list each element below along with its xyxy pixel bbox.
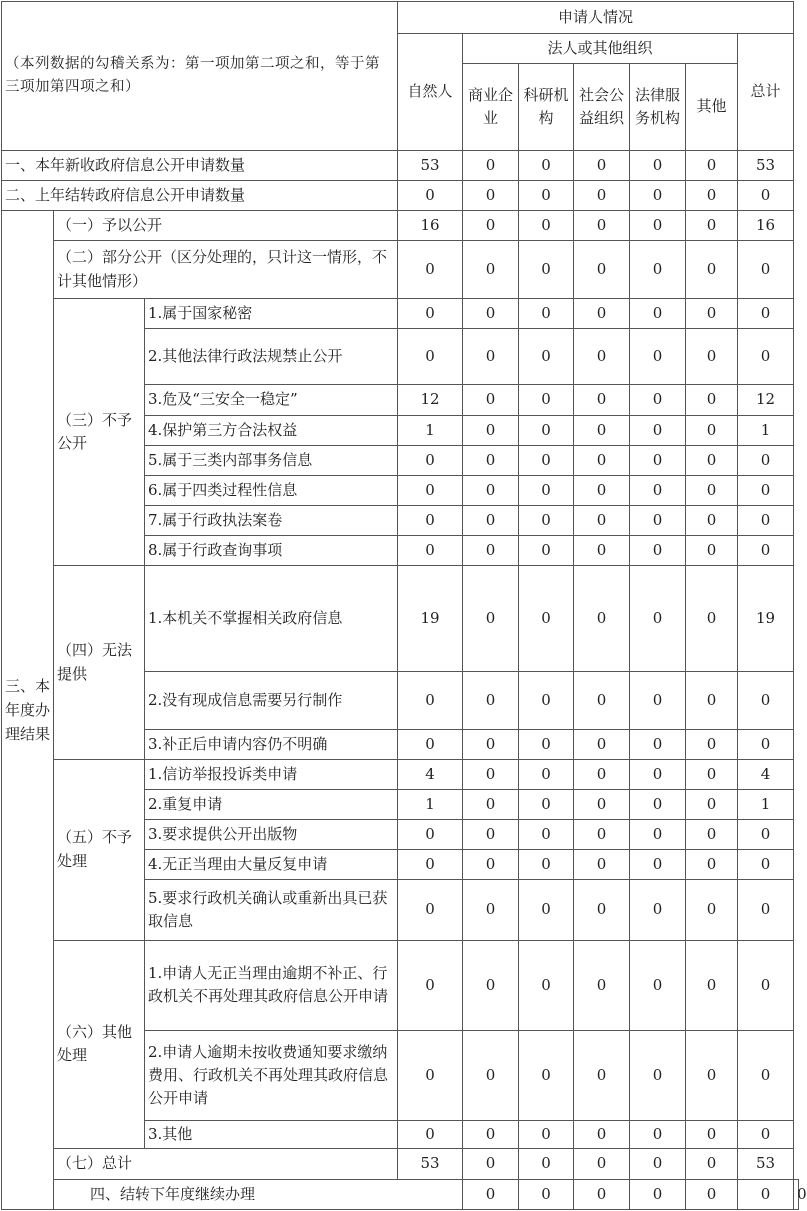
value-cell: 0 [574, 385, 630, 415]
natural-person-cell: 53 [398, 1149, 463, 1179]
natural-person-cell: 0 [398, 820, 463, 850]
value-cell: 0 [630, 415, 686, 445]
table-row [2, 940, 799, 1030]
group-label: （四）无法提供 [54, 566, 145, 760]
row-label: 一、本年新收政府信息公开申请数量 [2, 150, 398, 180]
value-cell: 0 [519, 940, 574, 1030]
value-cell: 0 [630, 536, 686, 566]
value-cell: 0 [630, 820, 686, 850]
value-cell: 0 [630, 880, 686, 940]
natural-person-cell: 1 [398, 790, 463, 820]
item-label: 3.补正后申请内容仍不明确 [145, 729, 398, 759]
natural-person-cell: 0 [398, 475, 463, 505]
item-label: 3.其他 [145, 1121, 398, 1149]
value-cell: 0 [686, 210, 738, 240]
value-cell: 0 [574, 415, 630, 445]
applicant-header: 申请人情况 [398, 2, 794, 34]
value-cell: 0 [630, 1030, 686, 1120]
total-cell: 0 [738, 850, 794, 880]
natural-person-cell: 4 [398, 759, 463, 789]
value-cell: 0 [463, 1149, 519, 1179]
value-cell: 0 [630, 759, 686, 789]
natural-person-header: 自然人 [398, 34, 463, 150]
value-cell: 0 [463, 880, 519, 940]
total-cell: 0 [738, 240, 794, 298]
table-row [2, 1149, 799, 1179]
total-cell: 4 [738, 759, 794, 789]
value-cell: 0 [686, 671, 738, 729]
value-cell: 0 [630, 729, 686, 759]
value-cell: 0 [686, 536, 738, 566]
value-cell: 0 [463, 536, 519, 566]
natural-person-cell: 0 [398, 1121, 463, 1149]
value-cell: 0 [574, 180, 630, 210]
natural-person-cell: 0 [398, 505, 463, 535]
value-cell: 0 [519, 790, 574, 820]
value-cell: 0 [463, 566, 519, 671]
total-cell: 0 [794, 1179, 799, 1210]
item-label: 1.属于国家秘密 [145, 299, 398, 329]
value-cell: 0 [519, 415, 574, 445]
total-cell: 0 [738, 880, 794, 940]
value-cell: 0 [686, 1030, 738, 1120]
value-cell: 0 [630, 1121, 686, 1149]
value-cell: 0 [463, 210, 519, 240]
value-cell: 0 [574, 210, 630, 240]
value-cell: 0 [686, 415, 738, 445]
natural-person-cell: 0 [398, 299, 463, 329]
value-cell: 0 [686, 566, 738, 671]
value-cell: 0 [630, 671, 686, 729]
value-cell: 0 [630, 1149, 686, 1179]
value-cell: 0 [519, 850, 574, 880]
item-label: 2.申请人逾期未按收费通知要求缴纳费用、行政机关不再处理其政府信息公开申请 [145, 1030, 398, 1120]
value-cell: 0 [519, 475, 574, 505]
value-cell: 0 [519, 385, 574, 415]
value-cell: 0 [463, 1030, 519, 1120]
value-cell: 0 [574, 475, 630, 505]
value-cell: 0 [686, 475, 738, 505]
natural-person-cell: 0 [398, 880, 463, 940]
value-cell: 0 [630, 210, 686, 240]
col-header: 商业企业 [463, 64, 519, 150]
value-cell: 0 [574, 1030, 630, 1120]
value-cell: 0 [463, 790, 519, 820]
total-cell: 0 [738, 180, 794, 210]
item-label: 2.其他法律行政法规禁止公开 [145, 329, 398, 385]
value-cell: 0 [519, 1030, 574, 1120]
col-header: 法律服务机构 [630, 64, 686, 150]
group-label: （三）不予公开 [54, 299, 145, 566]
value-cell: 0 [519, 566, 574, 671]
total-cell: 0 [738, 1121, 794, 1149]
item-label: 3.危及“三安全一稳定” [145, 385, 398, 415]
total-cell: 1 [738, 790, 794, 820]
value-cell: 0 [574, 150, 630, 180]
value-cell: 0 [630, 940, 686, 1030]
value-cell: 0 [630, 566, 686, 671]
value-cell: 0 [686, 505, 738, 535]
value-cell: 0 [463, 180, 519, 210]
value-cell: 0 [686, 329, 738, 385]
group-label: （六）其他处理 [54, 940, 145, 1149]
item-label: 4.无正当理由大量反复申请 [145, 850, 398, 880]
value-cell: 0 [463, 150, 519, 180]
total-cell: 0 [738, 445, 794, 475]
section-3-label: 三、本年度办理结果 [2, 210, 54, 1209]
table-row [2, 240, 799, 298]
value-cell: 0 [630, 790, 686, 820]
value-cell: 0 [463, 445, 519, 475]
value-cell: 0 [519, 820, 574, 850]
value-cell: 0 [686, 1121, 738, 1149]
value-cell: 0 [630, 299, 686, 329]
item-label: 3.要求提供公开出版物 [145, 820, 398, 850]
value-cell: 0 [519, 505, 574, 535]
value-cell: 0 [519, 671, 574, 729]
value-cell: 0 [686, 850, 738, 880]
natural-person-cell: 0 [398, 729, 463, 759]
value-cell: 0 [519, 150, 574, 180]
value-cell: 0 [463, 385, 519, 415]
natural-person-cell: 0 [398, 536, 463, 566]
item-label: 1.申请人无正当理由逾期不补正、行政机关不再处理其政府信息公开申请 [145, 940, 398, 1030]
value-cell: 0 [519, 536, 574, 566]
col-header: 科研机构 [519, 64, 574, 150]
value-cell: 0 [519, 210, 574, 240]
natural-person-cell: 0 [398, 240, 463, 298]
table-row [2, 180, 799, 210]
value-cell: 0 [574, 1121, 630, 1149]
table-row [2, 210, 799, 240]
natural-person-cell: 0 [398, 671, 463, 729]
value-cell: 0 [574, 790, 630, 820]
table-row [2, 150, 799, 180]
total-header: 总计 [738, 34, 794, 150]
total-cell: 19 [738, 566, 794, 671]
total-cell: 0 [738, 1030, 794, 1120]
value-cell: 0 [519, 759, 574, 789]
natural-person-cell: 0 [398, 1030, 463, 1120]
value-cell: 0 [686, 240, 738, 298]
natural-person-cell: 0 [398, 850, 463, 880]
value-cell: 0 [686, 1179, 738, 1210]
value-cell: 0 [574, 850, 630, 880]
value-cell: 0 [574, 329, 630, 385]
value-cell: 0 [519, 299, 574, 329]
natural-person-cell: 53 [398, 150, 463, 180]
value-cell: 0 [574, 1179, 630, 1210]
value-cell: 0 [463, 299, 519, 329]
value-cell: 0 [686, 820, 738, 850]
value-cell: 0 [630, 850, 686, 880]
natural-person-cell: 12 [398, 385, 463, 415]
value-cell: 0 [519, 880, 574, 940]
value-cell: 0 [630, 240, 686, 298]
value-cell: 0 [463, 671, 519, 729]
value-cell: 0 [574, 729, 630, 759]
value-cell: 0 [686, 940, 738, 1030]
value-cell: 0 [574, 445, 630, 475]
value-cell: 0 [574, 299, 630, 329]
value-cell: 0 [574, 759, 630, 789]
value-cell: 0 [630, 445, 686, 475]
natural-person-cell: 0 [398, 445, 463, 475]
value-cell: 0 [463, 240, 519, 298]
value-cell: 0 [519, 180, 574, 210]
value-cell: 0 [574, 505, 630, 535]
natural-person-cell: 0 [398, 940, 463, 1030]
item-label: 4.保护第三方合法权益 [145, 415, 398, 445]
natural-person-cell: 0 [398, 180, 463, 210]
row-label: 四、结转下年度继续办理 [54, 1179, 463, 1210]
item-label: 1.信访举报投诉类申请 [145, 759, 398, 789]
value-cell: 0 [686, 1149, 738, 1179]
value-cell: 0 [574, 1149, 630, 1179]
value-cell: 0 [574, 940, 630, 1030]
natural-person-cell: 16 [398, 210, 463, 240]
info-disclosure-table [1, 1, 807, 1210]
value-cell: 0 [630, 1179, 686, 1210]
item-label: 6.属于四类过程性信息 [145, 475, 398, 505]
value-cell: 0 [519, 729, 574, 759]
value-cell: 0 [463, 505, 519, 535]
value-cell: 0 [519, 1149, 574, 1179]
value-cell: 0 [574, 536, 630, 566]
natural-person-cell: 1 [398, 415, 463, 445]
value-cell: 0 [738, 1179, 794, 1210]
col-header: 社会公益组织 [574, 64, 630, 150]
total-cell: 53 [738, 150, 794, 180]
value-cell: 0 [463, 1121, 519, 1149]
table-row [2, 299, 799, 329]
value-cell: 0 [463, 475, 519, 505]
table-note: （本列数据的勾稽关系为：第一项加第二项之和，等于第三项加第四项之和） [2, 2, 398, 151]
total-cell: 12 [738, 385, 794, 415]
value-cell: 0 [574, 566, 630, 671]
natural-person-cell: 0 [398, 329, 463, 385]
value-cell: 0 [574, 880, 630, 940]
value-cell: 0 [519, 445, 574, 475]
value-cell: 0 [463, 759, 519, 789]
group-label: （一）予以公开 [54, 210, 398, 240]
value-cell: 0 [686, 790, 738, 820]
total-cell: 0 [738, 729, 794, 759]
value-cell: 0 [519, 1121, 574, 1149]
value-cell: 0 [463, 729, 519, 759]
value-cell: 0 [686, 299, 738, 329]
total-cell: 0 [738, 505, 794, 535]
value-cell: 0 [463, 820, 519, 850]
natural-person-cell: 19 [398, 566, 463, 671]
group-label: （二）部分公开（区分处理的，只计这一情形，不计其他情形） [54, 240, 398, 298]
total-cell: 0 [738, 820, 794, 850]
total-cell: 16 [738, 210, 794, 240]
table-row [2, 1179, 799, 1210]
value-cell: 0 [630, 475, 686, 505]
total-cell: 1 [738, 415, 794, 445]
total-cell: 0 [738, 475, 794, 505]
value-cell: 0 [630, 150, 686, 180]
col-header: 其他 [686, 64, 738, 150]
item-label: 1.本机关不掌握相关政府信息 [145, 566, 398, 671]
row-label: 二、上年结转政府信息公开申请数量 [2, 180, 398, 210]
value-cell: 0 [630, 385, 686, 415]
value-cell: 0 [686, 729, 738, 759]
value-cell: 0 [630, 329, 686, 385]
natural-person-cell: 0 [463, 1179, 519, 1210]
item-label: 7.属于行政执法案卷 [145, 505, 398, 535]
total-cell: 0 [738, 299, 794, 329]
total-cell: 0 [738, 329, 794, 385]
value-cell: 0 [574, 820, 630, 850]
value-cell: 0 [686, 880, 738, 940]
value-cell: 0 [463, 850, 519, 880]
value-cell: 0 [519, 240, 574, 298]
item-label: 2.重复申请 [145, 790, 398, 820]
value-cell: 0 [630, 180, 686, 210]
legal-entity-header: 法人或其他组织 [463, 34, 738, 64]
value-cell: 0 [686, 180, 738, 210]
value-cell: 0 [463, 415, 519, 445]
value-cell: 0 [630, 505, 686, 535]
total-cell: 0 [738, 536, 794, 566]
item-label: 5.要求行政机关确认或重新出具已获取信息 [145, 880, 398, 940]
value-cell: 0 [686, 759, 738, 789]
item-label: 8.属于行政查询事项 [145, 536, 398, 566]
item-label: 2.没有现成信息需要另行制作 [145, 671, 398, 729]
value-cell: 0 [463, 329, 519, 385]
total-cell: 0 [738, 940, 794, 1030]
item-label: 5.属于三类内部事务信息 [145, 445, 398, 475]
value-cell: 0 [686, 150, 738, 180]
total-cell: 53 [738, 1149, 794, 1179]
value-cell: 0 [574, 671, 630, 729]
value-cell: 0 [686, 445, 738, 475]
value-cell: 0 [574, 240, 630, 298]
value-cell: 0 [463, 940, 519, 1030]
value-cell: 0 [519, 329, 574, 385]
value-cell: 0 [686, 385, 738, 415]
table-row [2, 566, 799, 671]
total-cell: 0 [738, 671, 794, 729]
group-label: （七）总计 [54, 1149, 398, 1179]
table-row [2, 759, 799, 789]
group-label: （五）不予处理 [54, 759, 145, 940]
value-cell: 0 [519, 1179, 574, 1210]
